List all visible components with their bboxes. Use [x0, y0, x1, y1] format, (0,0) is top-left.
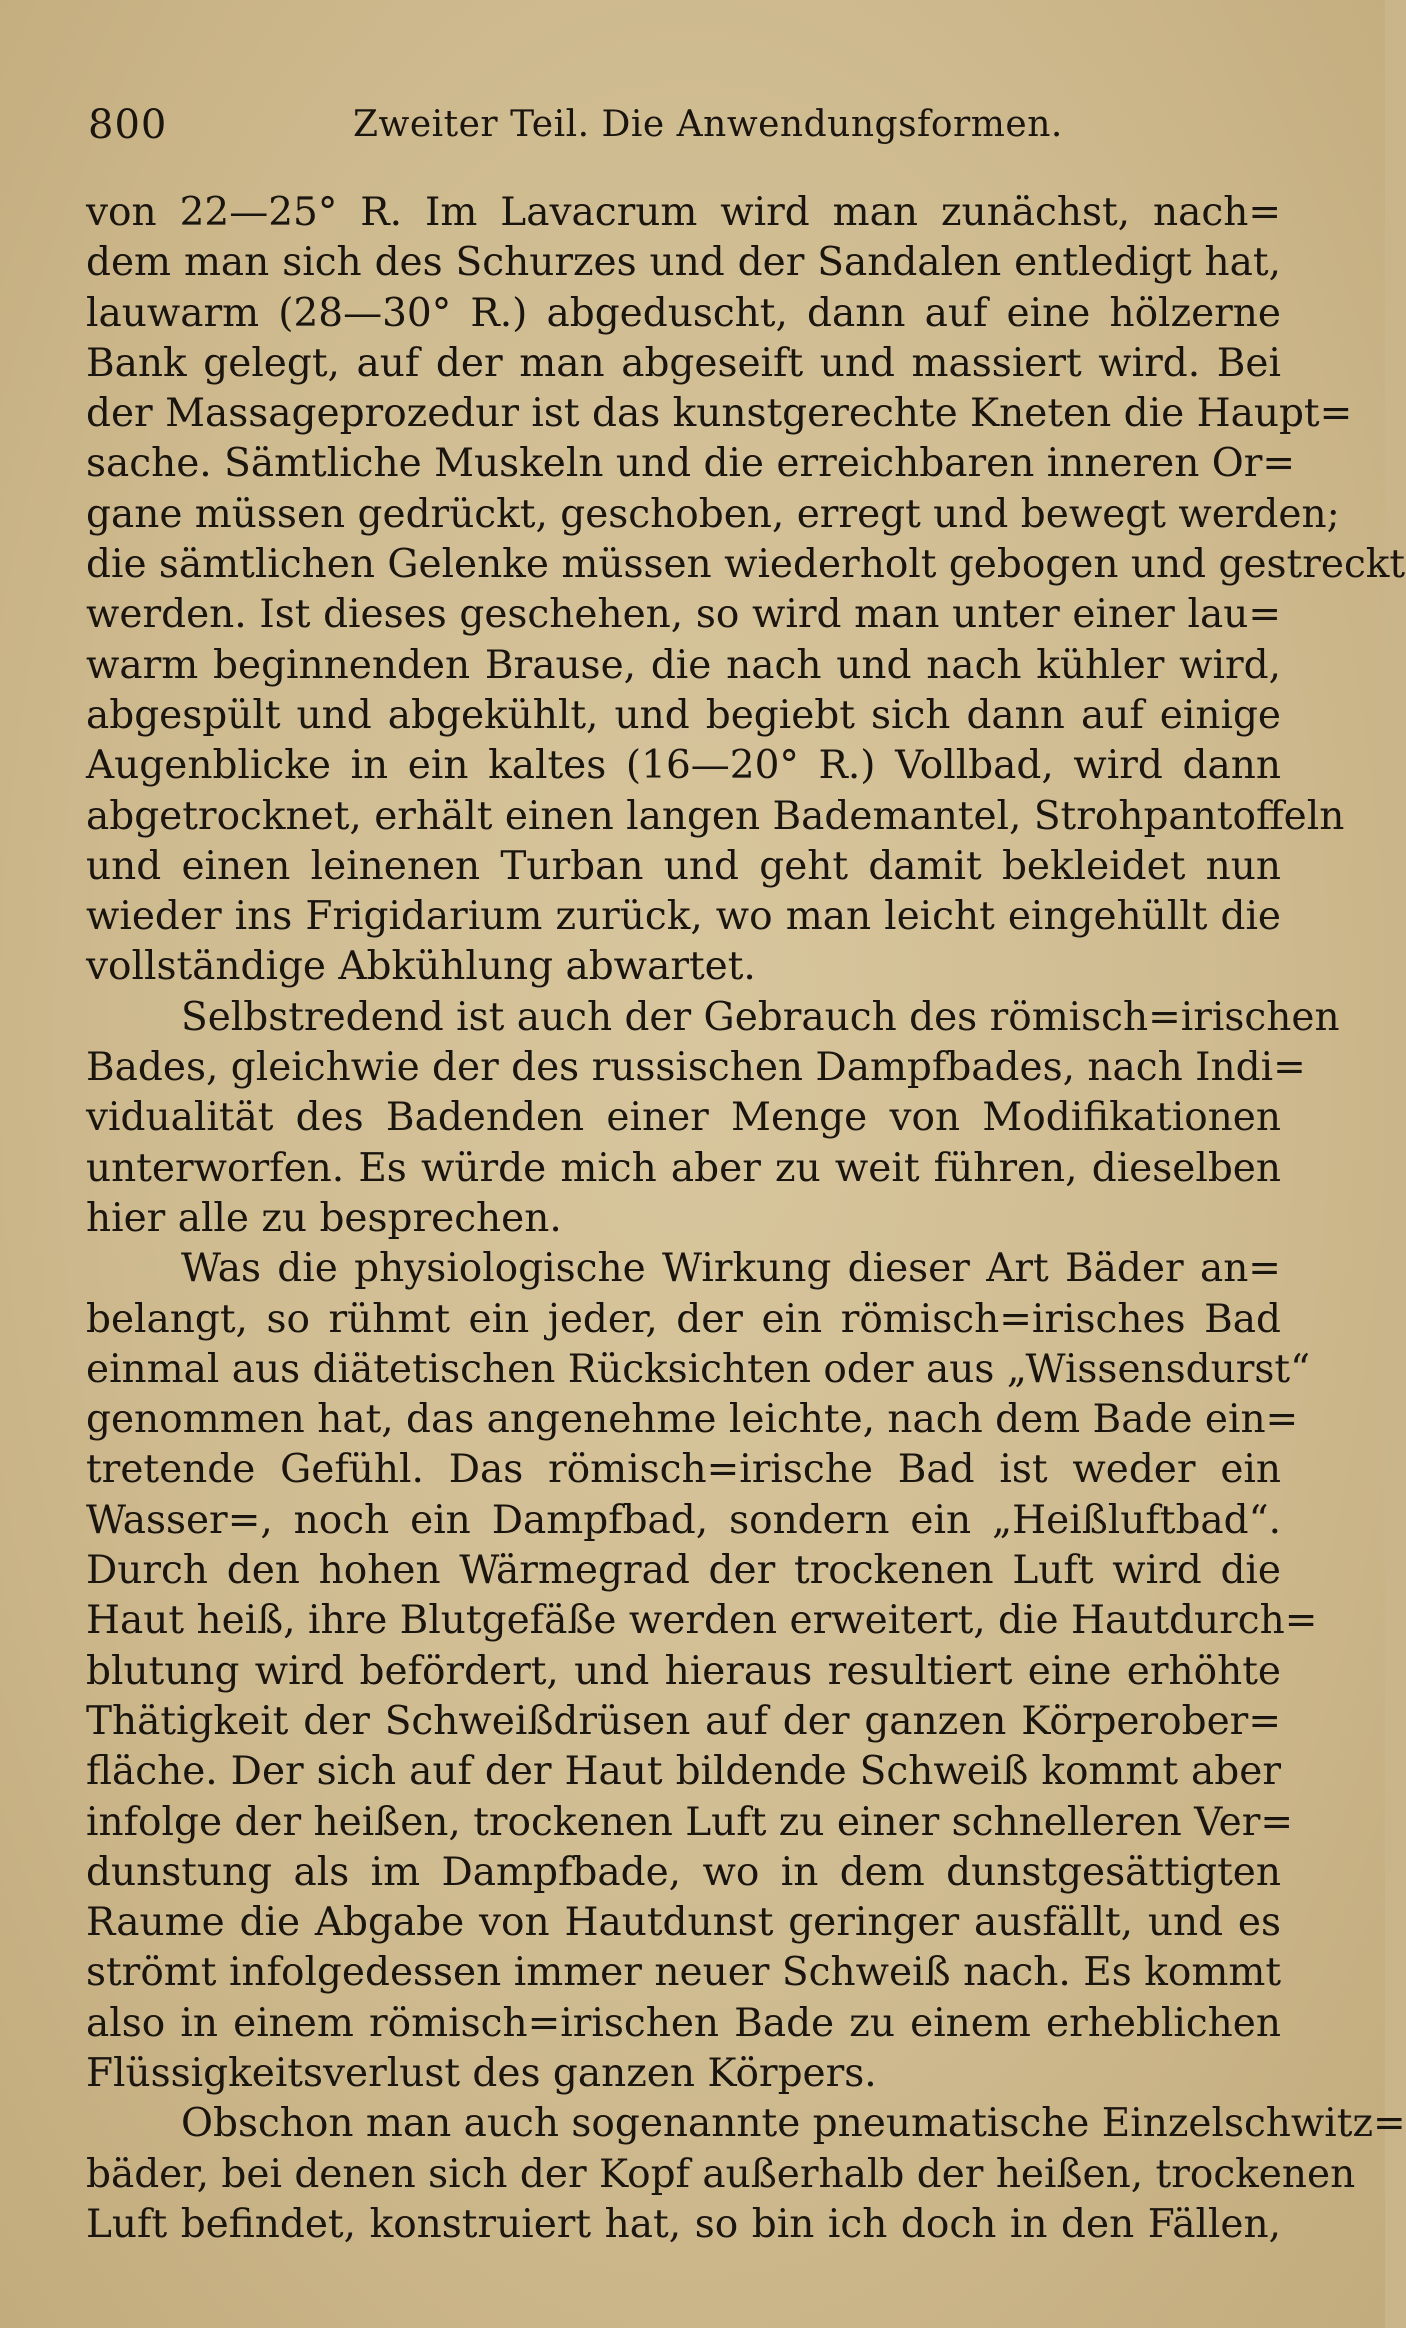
page-header [88, 92, 1295, 152]
paragraph [86, 993, 1340, 1244]
text-line: Raume die Abgabe von Hautdunst geringer ausfällt, und es [86, 1900, 1281, 1946]
text-line: Was die physiologische Wirkung dieser Art Bäder an= [181, 1246, 1281, 1292]
text-line: lauwarm (28—30° R.) abgeduscht, dann auf eine hölzerne [86, 290, 1281, 336]
body-text [86, 188, 1406, 2250]
paragraph [86, 2099, 1406, 2250]
text-line: infolge der heißen, trockenen Luft zu einer schnelleren Ver= [86, 1799, 1294, 1845]
text-line: Thätigkeit der Schweißdrüsen auf der ganzen Körperober= [86, 1698, 1281, 1744]
text-line: dunstung als im Dampfbade, wo in dem dunstgesättigten [86, 1849, 1281, 1895]
text-line: fläche. Der sich auf der Haut bildende Schweiß kommt aber [86, 1749, 1281, 1795]
paragraph [86, 188, 1406, 993]
text-line: Bank gelegt, auf der man abgeseift und massiert wird. Bei [86, 340, 1281, 386]
page-number: 800 [88, 102, 168, 148]
text-line: strömt infolgedessen immer neuer Schweiß nach. Es kommt [86, 1950, 1281, 1996]
text-line: unterworfen. Es würde mich aber zu weit führen, dieselben [86, 1145, 1281, 1191]
text-line: wieder ins Frigidarium zurück, wo man leicht eingehüllt die [86, 894, 1281, 940]
text-line: werden. Ist dieses geschehen, so wird man unter einer lau= [86, 592, 1281, 638]
text-line: blutung wird befördert, und hieraus resultiert eine erhöhte [86, 1648, 1281, 1694]
text-line: Selbstredend ist auch der Gebrauch des römisch=irischen [181, 994, 1340, 1040]
text-line: dem man sich des Schurzes und der Sandalen entledigt hat, [86, 240, 1281, 286]
text-line: von 22—25° R. Im Lavacrum wird man zunächst, nach= [86, 190, 1281, 235]
text-line: Durch den hohen Wärmegrad der trockenen Luft wird die [86, 1548, 1281, 1594]
text-line: Bades, gleichwie der des russischen Dampfbades, nach Indi= [86, 1045, 1306, 1091]
text-line: bäder, bei denen sich der Kopf außerhalb der heißen, trockenen [86, 2151, 1356, 2197]
text-line: Obschon man auch sogenannte pneumatische Einzelschwitz= [181, 2101, 1406, 2147]
text-line: einmal aus diätetischen Rücksichten oder aus „Wissensdurst“ [86, 1346, 1311, 1392]
text-line: genommen hat, das angenehme leichte, nach dem Bade ein= [86, 1397, 1299, 1443]
text-line: Flüssigkeitsverlust des ganzen Körpers. [86, 2050, 877, 2096]
text-line: vidualität des Badenden einer Menge von Modifikationen [86, 1095, 1281, 1141]
text-line: Haut heiß, ihre Blutgefäße werden erweitert, die Hautdurch= [86, 1598, 1318, 1644]
text-line: vollständige Abkühlung abwartet. [86, 944, 756, 990]
text-line: Wasser=, noch ein Dampfbad, sondern ein „Heißluftbad“. [86, 1497, 1281, 1543]
text-line: und einen leinenen Turban und geht damit bekleidet nun [86, 843, 1281, 889]
text-line: belangt, so rühmt ein jeder, der ein römisch=irisches Bad [86, 1296, 1281, 1342]
text-line: warm beginnenden Brause, die nach und nach kühler wird, [86, 642, 1281, 688]
text-line: Augenblicke in ein kaltes (16—20° R.) Vollbad, wird dann [86, 743, 1281, 789]
text-line: gane müssen gedrückt, geschoben, erregt und bewegt werden; [86, 491, 1340, 537]
text-line: abgetrocknet, erhält einen langen Bademantel, Strohpantoffeln [86, 793, 1345, 839]
text-line: hier alle zu besprechen. [86, 1195, 562, 1241]
text-line: tretende Gefühl. Das römisch=irische Bad ist weder ein [86, 1447, 1281, 1493]
paragraph [86, 1244, 1318, 2099]
running-head: Zweiter Teil. Die Anwendungsformen. [353, 104, 1063, 145]
text-line: abgespült und abgekühlt, und begiebt sich dann auf einige [86, 692, 1281, 738]
text-line: sache. Sämtliche Muskeln und die erreichbaren inneren Or= [86, 441, 1296, 487]
text-line: der Massageprozedur ist das kunstgerechte Kneten die Haupt= [86, 391, 1353, 437]
text-line: Luft befindet, konstruiert hat, so bin ich doch in den Fällen, [86, 2201, 1281, 2247]
text-line: die sämtlichen Gelenke müssen wiederholt gebogen und gestreckt [86, 542, 1406, 588]
text-line: also in einem römisch=irischen Bade zu einem erheblichen [86, 2000, 1281, 2046]
